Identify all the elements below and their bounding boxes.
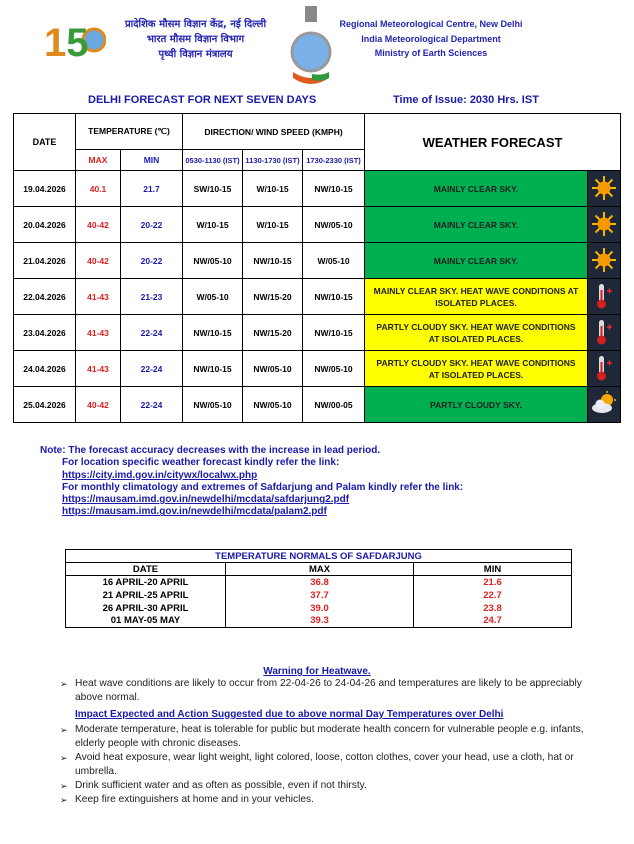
header-date: DATE xyxy=(14,114,76,171)
normals-min: 24.7 xyxy=(414,615,572,628)
row-min-temp: 20-22 xyxy=(121,243,183,279)
row-min-temp: 22-24 xyxy=(121,387,183,423)
normals-header-min: MIN xyxy=(414,563,572,576)
forecast-title: DELHI FORECAST FOR NEXT SEVEN DAYS xyxy=(88,94,317,106)
normals-header-date: DATE xyxy=(66,563,226,576)
thermometer-hot-icon xyxy=(588,315,621,351)
english-line: Ministry of Earth Sciences xyxy=(374,48,488,58)
hindi-line: पृथ्वी विज्ञान मंत्रालय xyxy=(158,49,233,60)
english-org-name xyxy=(336,17,526,61)
row-wind-2: W/10-15 xyxy=(243,207,303,243)
forecast-table xyxy=(13,113,621,423)
normals-date: 01 MAY-05 MAY xyxy=(66,615,226,628)
header-wind: DIRECTION/ WIND SPEED (KMPH) xyxy=(183,114,365,150)
row-date: 22.04.2026 xyxy=(14,279,76,315)
impact-title[interactable]: Impact Expected and Action Suggested due to above normal Day Temperatures over Delhi xyxy=(75,709,504,720)
row-wind-2: NW/15-20 xyxy=(243,279,303,315)
normals-date: 16 APRIL-20 APRIL xyxy=(66,576,226,589)
hindi-line: भारत मौसम विज्ञान विभाग xyxy=(146,34,245,45)
advice-list xyxy=(60,723,600,807)
forecast-row xyxy=(14,243,621,279)
row-forecast: PARTLY CLOUDY SKY. xyxy=(365,387,588,423)
row-date: 25.04.2026 xyxy=(14,387,76,423)
row-date: 20.04.2026 xyxy=(14,207,76,243)
row-wind-3: NW/10-15 xyxy=(303,171,365,207)
row-date: 21.04.2026 xyxy=(14,243,76,279)
note-location-text: For location specific weather forecast kindly refer the link: xyxy=(62,457,340,469)
normals-min: 22.7 xyxy=(414,589,572,602)
row-min-temp: 22-24 xyxy=(121,315,183,351)
row-max-temp: 40-42 xyxy=(76,207,121,243)
english-line: India Meteorological Department xyxy=(361,33,501,44)
normals-row xyxy=(66,615,572,628)
header-slot-1: 0530-1130 (IST) xyxy=(183,150,243,171)
row-forecast: MAINLY CLEAR SKY. xyxy=(365,207,588,243)
time-of-issue: Time of Issue: 2030 Hrs. IST xyxy=(393,94,539,106)
normals-table xyxy=(65,549,572,628)
row-wind-3: NW/05-10 xyxy=(303,351,365,387)
sun-icon xyxy=(588,171,621,207)
normals-max: 36.8 xyxy=(226,576,414,589)
row-max-temp: 40-42 xyxy=(76,243,121,279)
row-wind-1: W/10-15 xyxy=(183,207,243,243)
normals-title: TEMPERATURE NORMALS OF SAFDARJUNG xyxy=(66,550,572,563)
row-wind-2: NW/10-15 xyxy=(243,243,303,279)
thermometer-hot-icon xyxy=(588,279,621,315)
thermometer-hot-icon xyxy=(588,351,621,387)
normals-row xyxy=(66,576,572,589)
normals-date: 21 APRIL-25 APRIL xyxy=(66,589,226,602)
row-forecast: PARTLY CLOUDY SKY. HEAT WAVE CONDITIONS AT ISOLATED PLACES. xyxy=(365,315,588,351)
row-forecast: PARTLY CLOUDY SKY. HEAT WAVE CONDITIONS AT ISOLATED PLACES. xyxy=(365,351,588,387)
row-wind-2: NW/05-10 xyxy=(243,387,303,423)
row-wind-2: NW/15-20 xyxy=(243,315,303,351)
row-min-temp: 22-24 xyxy=(121,351,183,387)
row-max-temp: 40-42 xyxy=(76,387,121,423)
normals-date: 26 APRIL-30 APRIL xyxy=(66,602,226,615)
row-wind-3: NW/10-15 xyxy=(303,315,365,351)
warning-title[interactable]: Warning for Heatwave. xyxy=(263,666,371,677)
forecast-row xyxy=(14,171,621,207)
row-forecast: MAINLY CLEAR SKY. xyxy=(365,171,588,207)
advice-bullet: ➢ Moderate temperature, heat is tolerable for public but moderate health concern for vulnerable people e.g. infants, elderly people with chronic diseases. xyxy=(60,723,600,751)
row-max-temp: 41-43 xyxy=(76,279,121,315)
normals-min: 21.6 xyxy=(414,576,572,589)
link-safdarjung[interactable]: https://mausam.imd.gov.in/newdelhi/mcdata/safdarjung2.pdf xyxy=(62,494,350,506)
english-line: Regional Meteorological Centre, New Delhi xyxy=(339,19,523,29)
row-max-temp: 41-43 xyxy=(76,351,121,387)
partly-cloudy-icon xyxy=(588,387,621,423)
row-max-temp: 41-43 xyxy=(76,315,121,351)
header-max: MAX xyxy=(76,150,121,171)
forecast-row xyxy=(14,315,621,351)
normals-row xyxy=(66,602,572,615)
row-wind-1: NW/10-15 xyxy=(183,315,243,351)
link-palam[interactable]: https://mausam.imd.gov.in/newdelhi/mcdata/palam2.pdf xyxy=(62,506,327,518)
normals-header-max: MAX xyxy=(226,563,414,576)
hindi-org-name xyxy=(108,17,283,62)
warning-bullet: ➢ Heat wave conditions are likely to occur from 22-04-26 to 24-04-26 and temperatures are likely to be appreciably above normal. xyxy=(60,677,600,705)
imd-150-logo xyxy=(44,10,106,70)
link-localwx[interactable]: https://city.imd.gov.in/citywx/localwx.php xyxy=(62,469,258,481)
row-wind-3: W/05-10 xyxy=(303,243,365,279)
sun-icon xyxy=(588,243,621,279)
row-wind-1: SW/10-15 xyxy=(183,171,243,207)
row-forecast: MAINLY CLEAR SKY. xyxy=(365,243,588,279)
row-wind-2: NW/05-10 xyxy=(243,351,303,387)
row-date: 19.04.2026 xyxy=(14,171,76,207)
svg-text:15: 15 xyxy=(44,21,89,65)
header-slot-2: 1130-1730 (IST) xyxy=(243,150,303,171)
forecast-row xyxy=(14,207,621,243)
row-wind-1: W/05-10 xyxy=(183,279,243,315)
row-min-temp: 21.7 xyxy=(121,171,183,207)
advice-bullet: ➢ Avoid heat exposure, wear light weight, light colored, loose, cotton clothes, cover your head, use a cloth, hat or umbrella. xyxy=(60,751,600,779)
imd-emblem xyxy=(290,4,332,86)
normals-max: 39.3 xyxy=(226,615,414,628)
sun-icon xyxy=(588,207,621,243)
row-wind-3: NW/10-15 xyxy=(303,279,365,315)
header-min: MIN xyxy=(121,150,183,171)
row-wind-1: NW/05-10 xyxy=(183,387,243,423)
row-forecast: MAINLY CLEAR SKY. HEAT WAVE CONDITIONS AT ISOLATED PLACES. xyxy=(365,279,588,315)
forecast-row xyxy=(14,279,621,315)
row-wind-3: NW/05-10 xyxy=(303,207,365,243)
forecast-row xyxy=(14,387,621,423)
row-wind-1: NW/10-15 xyxy=(183,351,243,387)
row-min-temp: 21-23 xyxy=(121,279,183,315)
normals-max: 39.0 xyxy=(226,602,414,615)
warning-list xyxy=(60,677,600,705)
row-max-temp: 40.1 xyxy=(76,171,121,207)
note-text: Note: The forecast accuracy decreases with the increase in lead period. xyxy=(40,445,381,456)
advice-bullet: ➢ Drink sufficient water and as often as possible, even if not thirsty. xyxy=(60,779,600,793)
forecast-row xyxy=(14,351,621,387)
note-section xyxy=(40,445,463,519)
row-date: 24.04.2026 xyxy=(14,351,76,387)
row-min-temp: 20-22 xyxy=(121,207,183,243)
row-wind-1: NW/05-10 xyxy=(183,243,243,279)
row-wind-2: W/10-15 xyxy=(243,171,303,207)
row-wind-3: NW/00-05 xyxy=(303,387,365,423)
row-date: 23.04.2026 xyxy=(14,315,76,351)
note-climatology-text: For monthly climatology and extremes of Safdarjung and Palam kindly refer the link: xyxy=(62,481,464,493)
header-weather-forecast: WEATHER FORECAST xyxy=(365,114,621,171)
normals-row xyxy=(66,589,572,602)
advice-bullet: ➢ Keep fire extinguishers at home and in your vehicles. xyxy=(60,793,600,807)
header-temperature: TEMPERATURE (℃) xyxy=(76,114,183,150)
header-slot-3: 1730-2330 (IST) xyxy=(303,150,365,171)
normals-max: 37.7 xyxy=(226,589,414,602)
normals-min: 23.8 xyxy=(414,602,572,615)
hindi-line: प्रादेशिक मौसम विज्ञान केंद्र, नई दिल्ली xyxy=(124,19,267,30)
